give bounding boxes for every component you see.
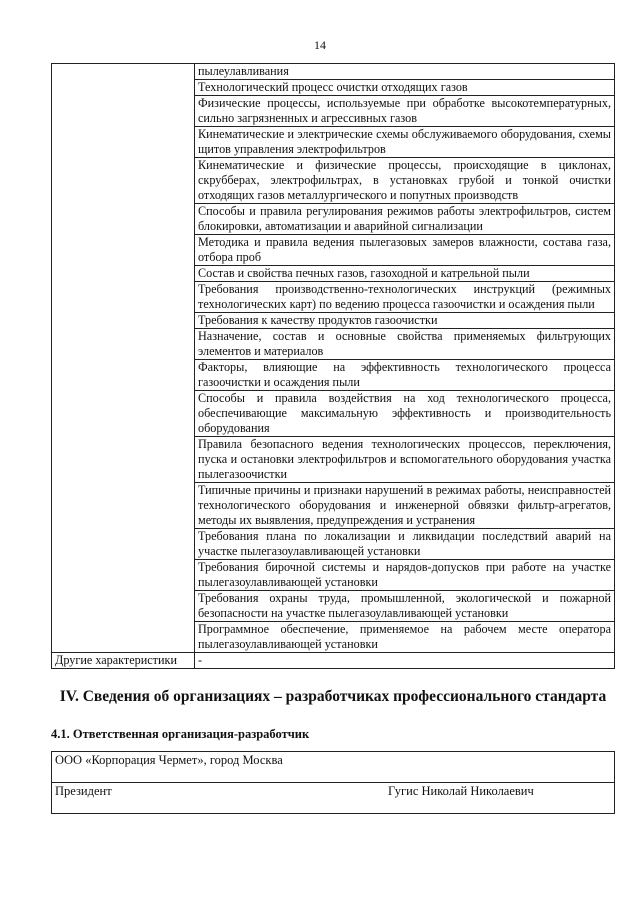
- empty-label-cell: [52, 64, 195, 653]
- knowledge-item: Методика и правила ведения пылегазовых замеров влажности, состава газа, отбора проб: [195, 235, 615, 266]
- knowledge-item: Факторы, влияющие на эффективность технологического процесса газоочистки и осаждения пыли: [195, 360, 615, 391]
- subsection-heading: 4.1. Ответственная организация-разработчик: [51, 727, 310, 741]
- section-heading: IV. Сведения об организациях – разработчиках профессионального стандарта: [59, 688, 607, 705]
- table-row: [52, 64, 615, 80]
- knowledge-item: Способы и правила воздействия на ход технологического процесса, обеспечивающие максимальную эффективность и производительность оборудования: [195, 391, 615, 437]
- knowledge-item: Требования бирочной системы и нарядов-допусков при работе на участке пылегазоулавливающей установки: [195, 560, 615, 591]
- signatory-name: Гугис Николай Николаевич: [388, 784, 534, 798]
- signatory-role: Президент: [55, 784, 112, 798]
- knowledge-item: пылеулавливания: [195, 64, 615, 80]
- knowledge-item: Кинематические и физические процессы, происходящие в циклонах, скрубберах, электрофильтрах, в установках грубой и тонкой очистки отходящих газов металлургического и попутных производств: [195, 158, 615, 204]
- signatory-cell: [52, 783, 615, 814]
- knowledge-item: Требования плана по локализации и ликвидации последствий аварий на участке пылегазоулавливающей установки: [195, 529, 615, 560]
- knowledge-item: Требования к качеству продуктов газоочистки: [195, 313, 615, 329]
- organization-name: ООО «Корпорация Чермет», город Москва: [52, 752, 615, 783]
- knowledge-item: Физические процессы, используемые при обработке высокотемпературных, сильно загрязненных и агрессивных газов: [195, 96, 615, 127]
- page-number: 14: [314, 38, 326, 52]
- knowledge-item: Кинематические и электрические схемы обслуживаемого оборудования, схемы щитов управления электрофильтров: [195, 127, 615, 158]
- other-characteristics-value: -: [195, 653, 615, 669]
- knowledge-item: Требования охраны труда, промышленной, экологической и пожарной безопасности на участке пылегазоулавливающей установки: [195, 591, 615, 622]
- knowledge-item: Типичные причины и признаки нарушений в режимах работы, неисправностей технологического оборудования и инженерной обвязки фильтр-агрегатов, методы их выявления, предупреждения и устранения: [195, 483, 615, 529]
- knowledge-item: Состав и свойства печных газов, газоходной и катрельной пыли: [195, 266, 615, 282]
- other-characteristics-label: Другие характеристики: [52, 653, 195, 669]
- signatory-row: [52, 783, 615, 814]
- knowledge-item: Правила безопасного ведения технологических процессов, переключения, пуска и остановки электрофильтров и вспомогательного оборудования участка пылегазоочистки: [195, 437, 615, 483]
- organization-table: [51, 751, 615, 814]
- knowledge-item: Программное обеспечение, применяемое на рабочем месте оператора пылегазоулавливающей установки: [195, 622, 615, 653]
- organization-name-row: [52, 752, 615, 783]
- knowledge-item: Технологический процесс очистки отходящих газов: [195, 80, 615, 96]
- requirements-table: [51, 63, 615, 669]
- knowledge-item: Назначение, состав и основные свойства применяемых фильтрующих элементов и материалов: [195, 329, 615, 360]
- knowledge-item: Способы и правила регулирования режимов работы электрофильтров, систем блокировки, автоматизации и аварийной сигнализации: [195, 204, 615, 235]
- table-row: [52, 653, 615, 669]
- knowledge-item: Требования производственно-технологических инструкций (режимных технологических карт) по ведению процесса газоочистки и осаждения пыли: [195, 282, 615, 313]
